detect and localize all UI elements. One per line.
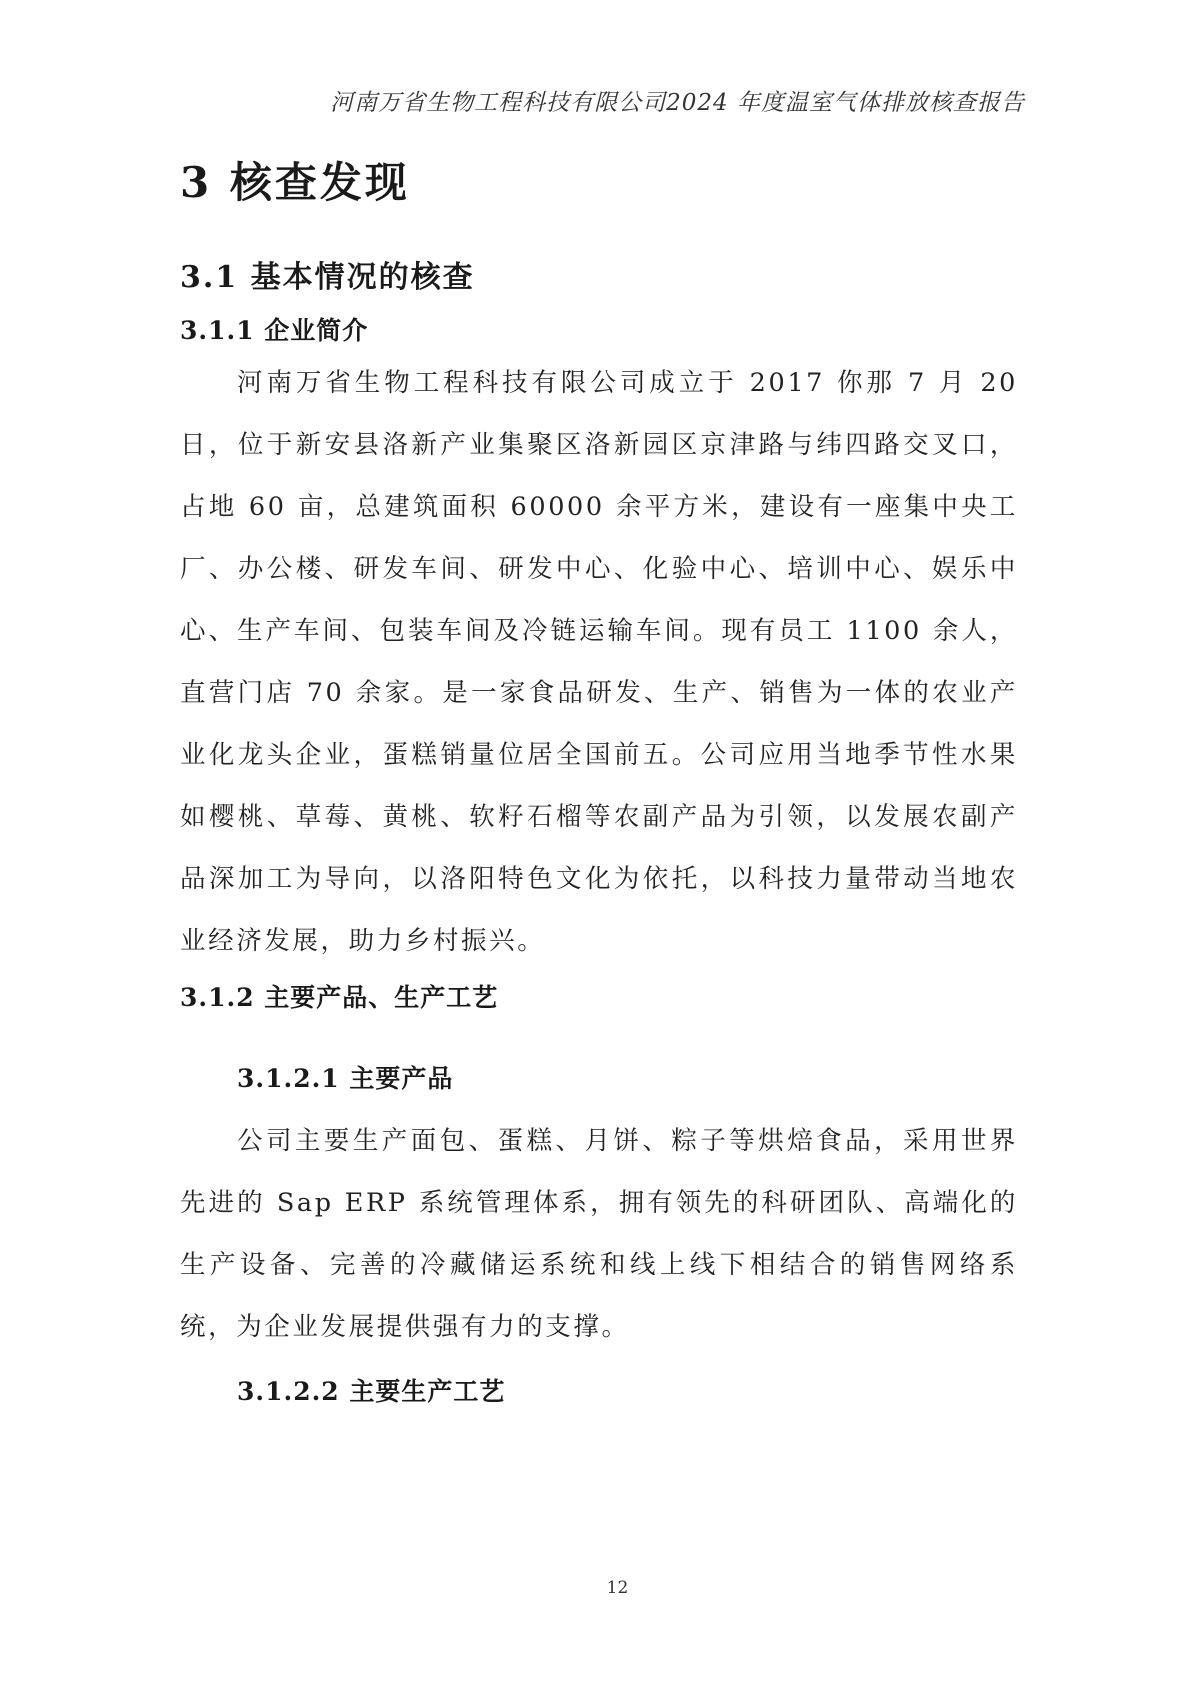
subsection-heading-products-process: 3.1.2 主要产品、生产工艺 — [180, 983, 499, 1012]
subsection-heading-company-intro: 3.1.1 企业简介 — [180, 316, 369, 345]
section-heading: 3.1 基本情况的核查 — [180, 260, 475, 295]
subsubsection-heading-main-products: 3.1.2.1 主要产品 — [237, 1064, 454, 1093]
running-header: 河南万省生物工程科技有限公司2024 年度温室气体排放核查报告 — [330, 90, 1025, 116]
page-number: 12 — [606, 1578, 629, 1598]
chapter-heading: 3 核查发现 — [180, 158, 410, 207]
main-products-paragraph: 公司主要生产面包、蛋糕、月饼、粽子等烘焙食品，采用世界先进的 Sap ERP 系统管理体系，拥有领先的科研团队、高端化的生产设备、完善的冷藏储运系统和线上线下相结合的销售网络系统，为企业发展提供强有力的支撑。 — [180, 1126, 1018, 1342]
subsubsection-heading-main-process: 3.1.2.2 主要生产工艺 — [237, 1377, 506, 1406]
company-intro-paragraph: 河南万省生物工程科技有限公司成立于 2017 你那 7 月 20 日，位于新安县洛新产业集聚区洛新园区京津路与纬四路交叉口，占地 60 亩，总建筑面积 60000 余平方米，建设有一座集中央工厂、办公楼、研发车间、研发中心、化验中心、培训中心、娱乐中心、生产车间、包装车间及冷链运输车间。现有员工 1100 余人，直营门店 70 余家。是一家食品研发、生产、销售为一体的农业产业化龙头企业，蛋糕销量位居全国前五。公司应用当地季节性水果如樱桃、草莓、黄桃、软籽石榴等农副产品为引领，以发展农副产品深加工为导向，以洛阳特色文化为依托，以科技力量带动当地农业经济发展，助力乡村振兴。 — [180, 368, 1018, 956]
